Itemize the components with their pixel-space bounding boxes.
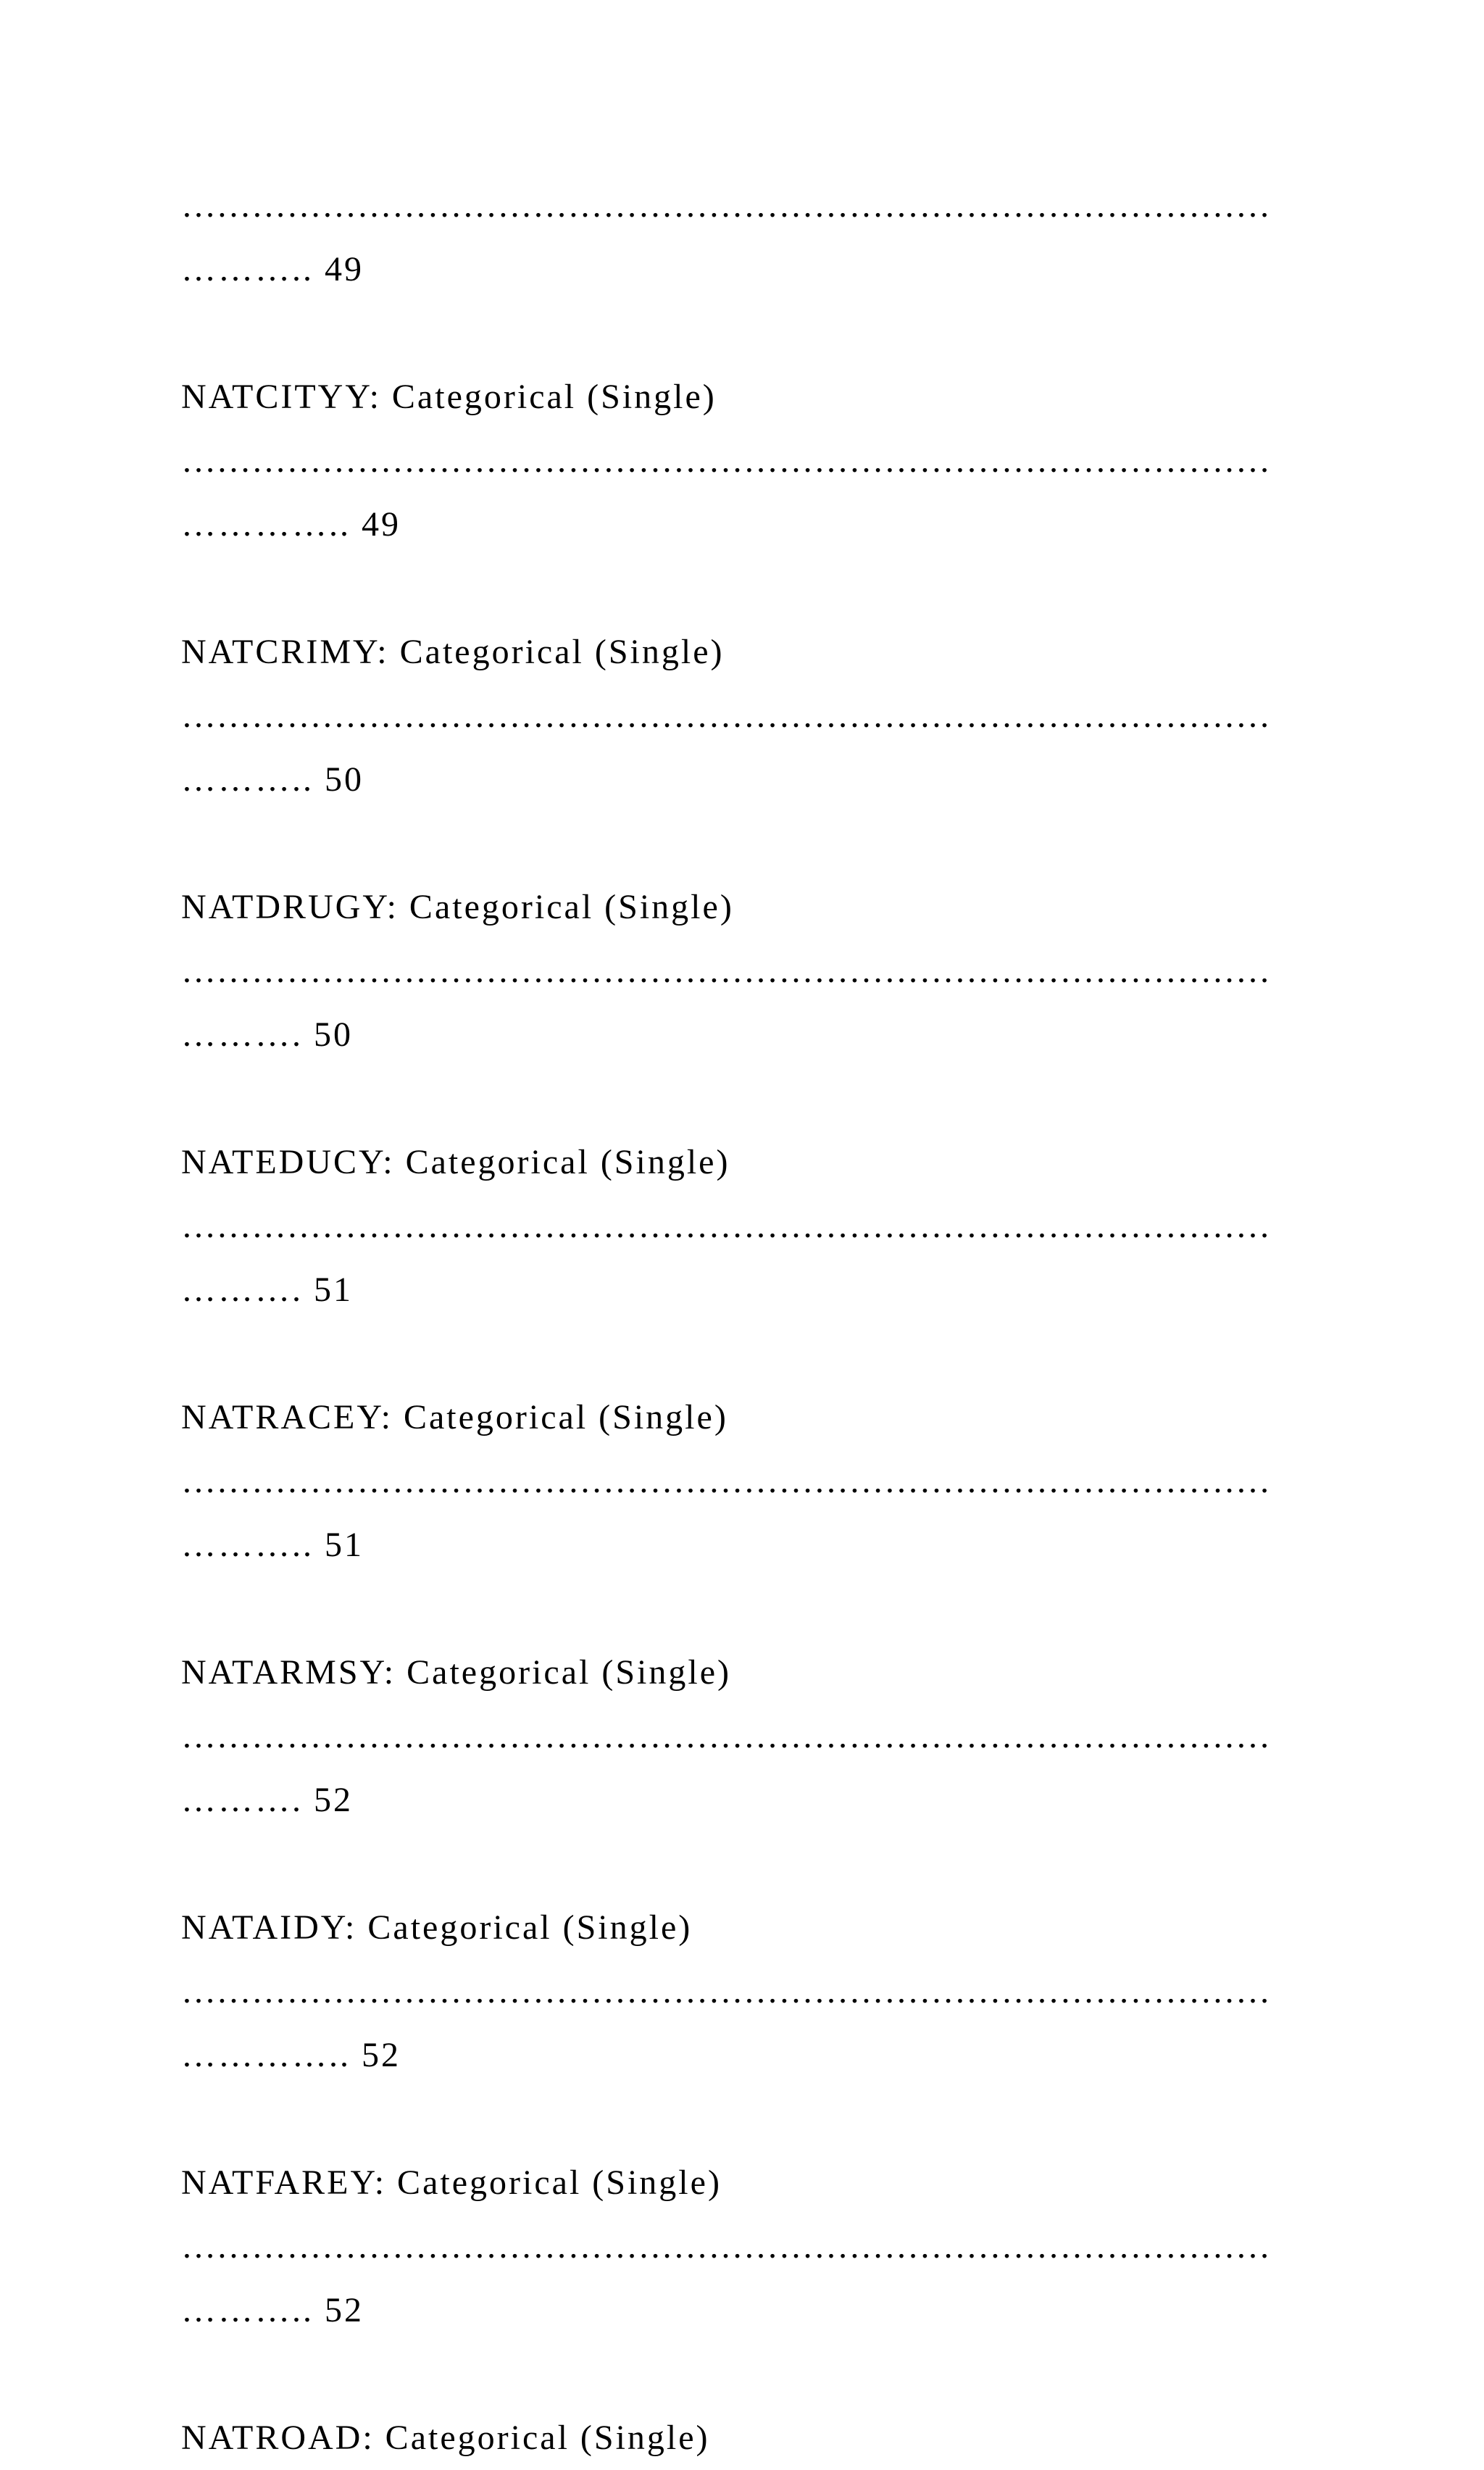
toc-page-number: 52 bbox=[314, 1781, 353, 1819]
toc-leader-dots: ……….. bbox=[181, 250, 314, 288]
toc-leader-dots: ………….. bbox=[181, 2036, 351, 2074]
toc-page-line bbox=[181, 1513, 1312, 1577]
toc-leader-dots: ………………………………………………………………………………… bbox=[181, 1207, 1271, 1245]
toc-leader-dots: ………………………………………………………………………………… bbox=[181, 696, 1271, 735]
toc-leader-dots: ………. bbox=[181, 1271, 303, 1309]
toc-page-number: 50 bbox=[325, 760, 364, 799]
toc-entry-title: NATEDUCY: Categorical (Single) bbox=[181, 1143, 730, 1181]
toc-page-line bbox=[181, 1768, 1312, 1832]
toc-leader-dots: ……….. bbox=[181, 1526, 314, 1564]
toc-entry-title: NATCRIMY: Categorical (Single) bbox=[181, 633, 725, 671]
toc-page-line bbox=[181, 2024, 1312, 2087]
toc-entry-title: NATCITYY: Categorical (Single) bbox=[181, 378, 717, 416]
toc-page-number: 49 bbox=[325, 250, 364, 288]
toc-leader-dots: ………. bbox=[181, 1015, 303, 1054]
toc-leader-dots: ………………………………………………………………………………… bbox=[181, 1972, 1271, 2010]
table-of-contents bbox=[181, 174, 1312, 2470]
toc-page-line bbox=[181, 2279, 1312, 2342]
toc-page-line bbox=[181, 493, 1312, 557]
toc-leader-dots: ……….. bbox=[181, 760, 314, 799]
toc-leader-dots: ………. bbox=[181, 1781, 303, 1819]
toc-leader-dots: ………………………………………………………………………………… bbox=[181, 1717, 1271, 1755]
toc-page-line bbox=[181, 1258, 1312, 1322]
toc-entry-title: NATAIDY: Categorical (Single) bbox=[181, 1908, 693, 1947]
toc-page-line bbox=[181, 238, 1312, 302]
toc-page-line bbox=[181, 1003, 1312, 1067]
toc-leader-dots: ………………………………………………………………………………… bbox=[181, 2227, 1271, 2266]
toc-entry-title: NATFAREY: Categorical (Single) bbox=[181, 2163, 722, 2202]
toc-leader-dots: ……….. bbox=[181, 2291, 314, 2329]
toc-entry-title: NATARMSY: Categorical (Single) bbox=[181, 1653, 731, 1692]
toc-entry-title: NATRACEY: Categorical (Single) bbox=[181, 1398, 728, 1436]
toc-leader-dots: ………………………………………………………………………………… bbox=[181, 186, 1271, 225]
toc-page-number: 52 bbox=[362, 2036, 401, 2074]
toc-leader-dots: ………………………………………………………………………………… bbox=[181, 952, 1271, 990]
toc-page-number: 50 bbox=[314, 1015, 353, 1054]
toc-page-line bbox=[181, 748, 1312, 812]
toc-leader-dots: ………………………………………………………………………………… bbox=[181, 441, 1271, 480]
toc-leader-dots: ………….. bbox=[181, 505, 351, 544]
toc-page-number: 51 bbox=[325, 1526, 364, 1564]
toc-entry-title: NATDRUGY: Categorical (Single) bbox=[181, 888, 734, 926]
toc-page-number: 51 bbox=[314, 1271, 353, 1309]
toc-page-number: 49 bbox=[362, 505, 401, 544]
toc-entry-title: NATROAD: Categorical (Single) bbox=[181, 2419, 710, 2457]
toc-leader-dots: ………………………………………………………………………………… bbox=[181, 1462, 1271, 1500]
toc-page-number: 52 bbox=[325, 2291, 364, 2329]
